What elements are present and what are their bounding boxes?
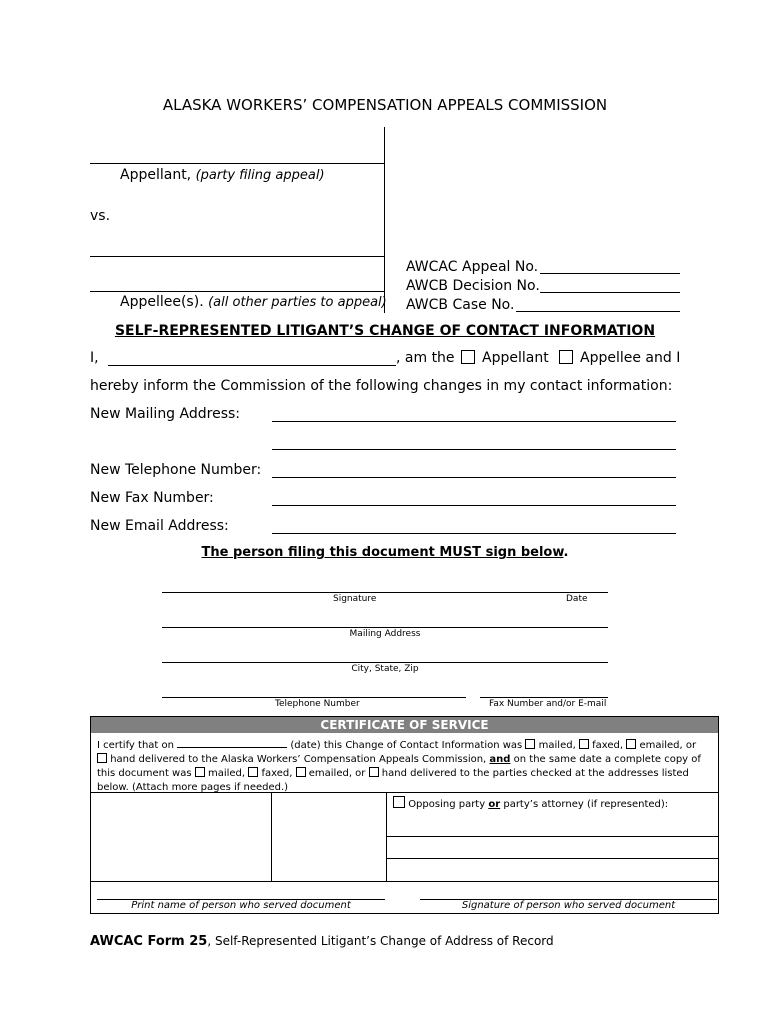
page-title: ALASKA WORKERS’ COMPENSATION APPEALS COMMISSION xyxy=(162,96,608,114)
vs-label: vs. xyxy=(90,208,111,224)
cert-line-2 xyxy=(97,753,717,767)
inform-line: hereby inform the Commission of the following changes in my contact information: xyxy=(90,378,673,394)
parties-faxed-label: faxed, xyxy=(261,768,293,779)
caption-divider xyxy=(384,127,385,313)
cert-date-field[interactable] xyxy=(177,736,287,748)
cert-faxed-checkbox[interactable] xyxy=(579,739,589,749)
appellant-name-line[interactable] xyxy=(90,163,384,164)
opposing-b: party’s attorney (if represented): xyxy=(503,799,669,810)
cert-emailed-checkbox[interactable] xyxy=(626,739,636,749)
city-state-zip-caption: City, State, Zip xyxy=(351,664,419,674)
opposing-or: or xyxy=(488,799,501,810)
form-description: , Self-Represented Litigant’s Change of Address of Record xyxy=(207,934,554,948)
must-sign-row xyxy=(90,545,680,560)
cert-line2-and: and xyxy=(489,754,511,765)
phone-label: New Telephone Number: xyxy=(90,462,262,478)
cert-line2-a: hand delivered to the Alaska Workers’ Compensation Appeals Commission, xyxy=(110,754,487,765)
cert-line1-b: (date) this Change of Contact Information was xyxy=(290,740,523,751)
mailing-field-2[interactable] xyxy=(272,449,676,450)
email-label: New Email Address: xyxy=(90,518,229,534)
cert-line-3 xyxy=(97,767,717,781)
parties-faxed-checkbox[interactable] xyxy=(248,767,258,777)
signature-caption: Signature xyxy=(333,594,377,604)
fax-field[interactable] xyxy=(272,505,676,506)
opposing-a: Opposing party xyxy=(408,799,486,810)
mailing-label: New Mailing Address: xyxy=(90,406,240,422)
awcb-case-field[interactable] xyxy=(516,311,680,312)
appellee-note: (all other parties to appeal) xyxy=(208,295,387,310)
appellee-line-1[interactable] xyxy=(90,256,384,257)
date-caption: Date xyxy=(566,594,588,604)
appellant-note: (party filing appeal) xyxy=(195,168,325,183)
mailing-field-1[interactable] xyxy=(272,421,676,422)
opposing-party-row[interactable] xyxy=(393,796,668,810)
form-heading: SELF-REPRESENTED LITIGANT’S CHANGE OF CONTACT INFORMATION xyxy=(114,323,656,339)
footer-row xyxy=(90,934,554,949)
appellee-option-label: Appellee and I xyxy=(580,350,681,366)
cert-line-4: below. (Attach more pages if needed.) xyxy=(97,782,289,793)
appellant-label: Appellant, xyxy=(120,167,192,183)
form-number: AWCAC Form 25 xyxy=(90,934,208,949)
print-name-caption: Print name of person who served document xyxy=(131,900,351,911)
certificate-text xyxy=(97,736,717,795)
i-prefix: I, xyxy=(90,350,99,366)
mailing-address-caption: Mailing Address xyxy=(349,629,421,639)
cert-grid-h3 xyxy=(90,881,719,882)
awcb-case-label: AWCB Case No. xyxy=(406,297,515,313)
cert-grid-h2 xyxy=(386,858,719,859)
fax-email-line[interactable] xyxy=(480,697,608,698)
certificate-header: CERTIFICATE OF SERVICE xyxy=(91,717,718,733)
cert-line2-b: on the same date a complete copy of xyxy=(513,754,701,765)
opposing-party-checkbox[interactable] xyxy=(393,796,405,808)
fax-label: New Fax Number: xyxy=(90,490,214,506)
parties-mailed-checkbox[interactable] xyxy=(195,767,205,777)
cert-mailed-label: mailed, xyxy=(538,740,576,751)
appellant-option-label: Appellant xyxy=(482,350,549,366)
telephone-line[interactable] xyxy=(162,697,466,698)
cert-line3-a: this document was xyxy=(97,768,192,779)
fax-email-caption: Fax Number and/or E-mail xyxy=(489,699,607,709)
cert-mailed-checkbox[interactable] xyxy=(525,739,535,749)
appellee-label-row xyxy=(120,294,387,310)
appellee-line-2[interactable] xyxy=(90,291,384,292)
awcb-decision-field[interactable] xyxy=(540,292,680,293)
phone-field[interactable] xyxy=(272,477,676,478)
city-state-zip-line[interactable] xyxy=(162,662,608,663)
telephone-caption: Telephone Number xyxy=(275,699,360,709)
parties-emailed-label: emailed, or xyxy=(308,768,366,779)
appellee-checkbox[interactable] xyxy=(559,350,573,364)
email-field[interactable] xyxy=(272,533,676,534)
cert-grid-top xyxy=(90,792,719,793)
awcac-appeal-field[interactable] xyxy=(540,273,680,274)
awcb-decision-label: AWCB Decision No. xyxy=(406,278,540,294)
parties-mailed-label: mailed, xyxy=(207,768,246,779)
signature-line[interactable] xyxy=(162,592,608,593)
appellant-checkbox[interactable] xyxy=(461,350,475,364)
must-sign-period: . xyxy=(563,545,569,560)
signature-served-caption: Signature of person who served document xyxy=(461,900,676,911)
cert-grid-v1 xyxy=(271,792,272,881)
appellant-label-row xyxy=(120,167,325,183)
cert-faxed-label: faxed, xyxy=(592,740,624,751)
cert-grid-h1 xyxy=(386,836,719,837)
appellee-label: Appellee(s). xyxy=(120,294,204,310)
cert-emailed-label: emailed, or xyxy=(639,740,697,751)
name-field[interactable] xyxy=(108,365,396,366)
cert-line3-b: hand delivered to the parties checked at the addresses listed xyxy=(381,768,689,779)
must-sign-text: The person filing this document MUST sign below xyxy=(201,545,564,560)
mailing-address-line[interactable] xyxy=(162,627,608,628)
cert-line-1 xyxy=(97,736,717,753)
cert-line1-a: I certify that on xyxy=(97,740,174,751)
parties-emailed-checkbox[interactable] xyxy=(296,767,306,777)
am-the-label: , am the xyxy=(396,350,455,366)
parties-hand-delivered-checkbox[interactable] xyxy=(369,767,379,777)
awcac-appeal-label: AWCAC Appeal No. xyxy=(406,259,539,275)
cert-hand-delivered-checkbox[interactable] xyxy=(97,753,107,763)
